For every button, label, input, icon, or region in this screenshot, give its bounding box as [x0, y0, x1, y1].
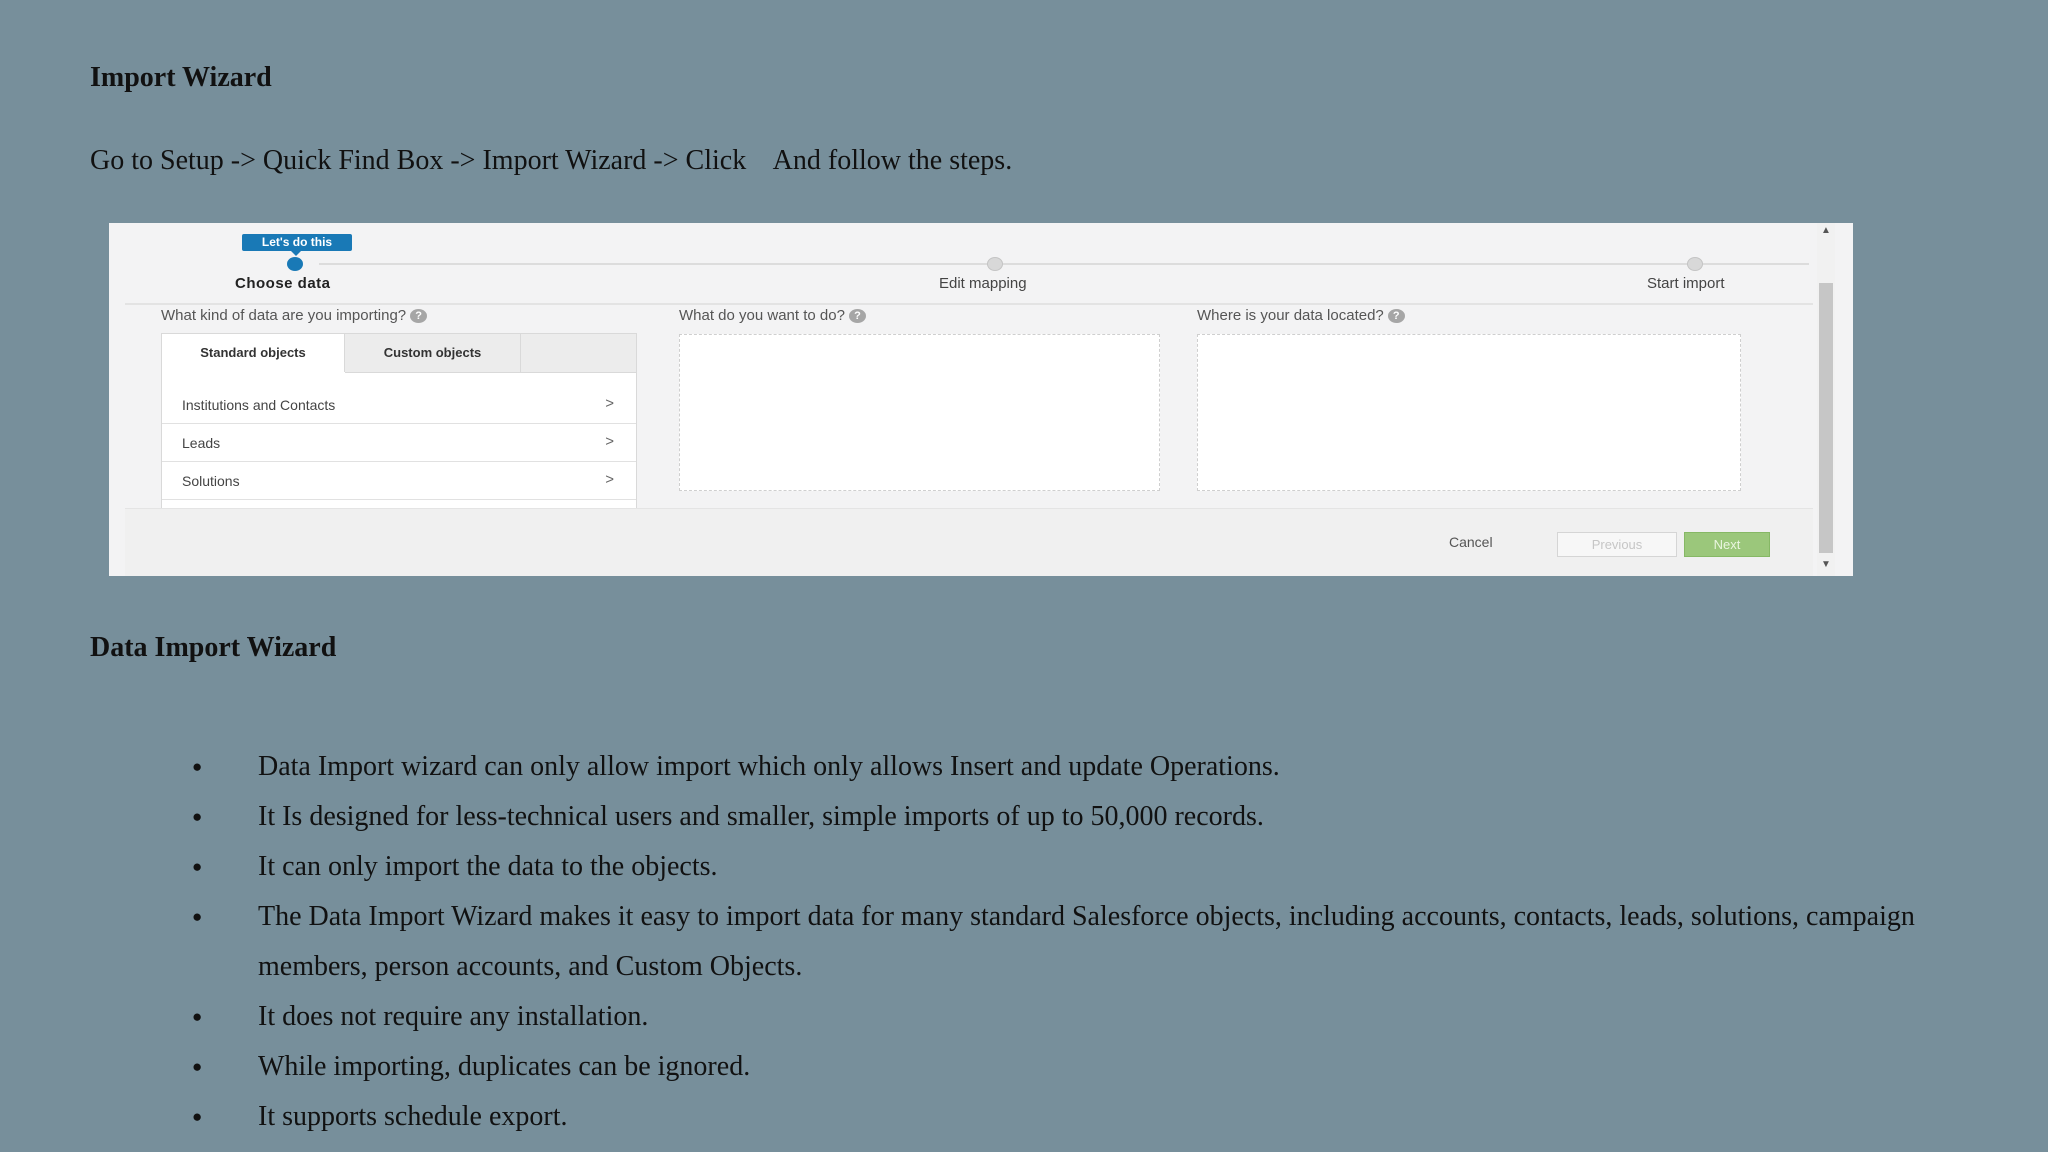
question-action-text: What do you want to do? — [679, 307, 845, 324]
question-action — [679, 307, 866, 324]
feature-list — [188, 742, 1978, 1142]
step-label-choose-data: Choose data — [235, 275, 331, 292]
step-indicator-choose-data — [287, 257, 303, 271]
scrollbar[interactable] — [1817, 223, 1835, 576]
step-label-edit-mapping: Edit mapping — [939, 275, 1027, 292]
list-item: ● It Is designed for less-technical users and smaller, simple imports of up to 50,000 records. — [188, 792, 1978, 842]
question-data-location-text: Where is your data located? — [1197, 307, 1384, 324]
step-indicator-edit-mapping — [987, 257, 1003, 271]
object-item-label: Institutions and Contacts — [182, 397, 336, 413]
import-wizard-screenshot — [109, 223, 1853, 576]
question-data-location — [1197, 307, 1405, 324]
next-button[interactable]: Next — [1684, 532, 1770, 557]
object-item-label: Leads — [182, 435, 221, 451]
help-icon[interactable]: ? — [1388, 309, 1405, 323]
tab-standard-objects[interactable]: Standard objects — [162, 334, 345, 372]
progress-track — [319, 263, 1809, 265]
scrollbar-thumb[interactable] — [1819, 283, 1833, 553]
list-item: ● Data Import wizard can only allow import which only allows Insert and update Operations. — [188, 742, 1978, 792]
list-item: ● It can only import the data to the objects. — [188, 842, 1978, 892]
steps-divider — [125, 303, 1813, 305]
chevron-right-icon: > — [605, 471, 614, 488]
action-options-area[interactable] — [679, 334, 1160, 491]
data-location-area[interactable] — [1197, 334, 1741, 491]
list-item: ● It does not require any installation. — [188, 992, 1978, 1042]
object-item-label: Solutions — [182, 473, 240, 489]
progress-tooltip: Let's do this — [242, 234, 352, 251]
intro-instructions: Go to Setup -> Quick Find Box -> Import Wizard -> Click And follow the steps. — [90, 145, 1013, 176]
step-label-start-import: Start import — [1647, 275, 1725, 292]
scroll-up-icon[interactable]: ▲ — [1821, 225, 1831, 236]
previous-button[interactable]: Previous — [1557, 532, 1677, 557]
object-item-institutions-contacts[interactable] — [162, 386, 636, 424]
tab-custom-objects[interactable]: Custom objects — [345, 334, 521, 373]
section-title-import-wizard: Import Wizard — [90, 62, 272, 93]
scroll-down-icon[interactable]: ▼ — [1821, 559, 1831, 570]
list-item: ● While importing, duplicates can be ignored. — [188, 1042, 1978, 1092]
step-indicator-start-import — [1687, 257, 1703, 271]
object-item-solutions[interactable] — [162, 462, 636, 500]
section-title-data-import-wizard: Data Import Wizard — [90, 632, 337, 663]
question-data-kind-text: What kind of data are you importing? — [161, 307, 407, 324]
chevron-right-icon: > — [605, 433, 614, 450]
list-item: ● It supports schedule export. — [188, 1092, 1978, 1142]
question-data-kind — [161, 307, 427, 324]
list-item: ● The Data Import Wizard makes it easy to import data for many standard Salesforce objects, including accounts, contacts, leads, solutions, campaign members, person accounts, and Custom Objects. — [188, 892, 1978, 992]
cancel-button[interactable]: Cancel — [1449, 534, 1493, 550]
help-icon[interactable]: ? — [849, 309, 866, 323]
tab-bar-filler — [521, 334, 636, 373]
object-item-leads[interactable] — [162, 424, 636, 462]
chevron-right-icon: > — [605, 395, 614, 412]
help-icon[interactable]: ? — [410, 309, 427, 323]
